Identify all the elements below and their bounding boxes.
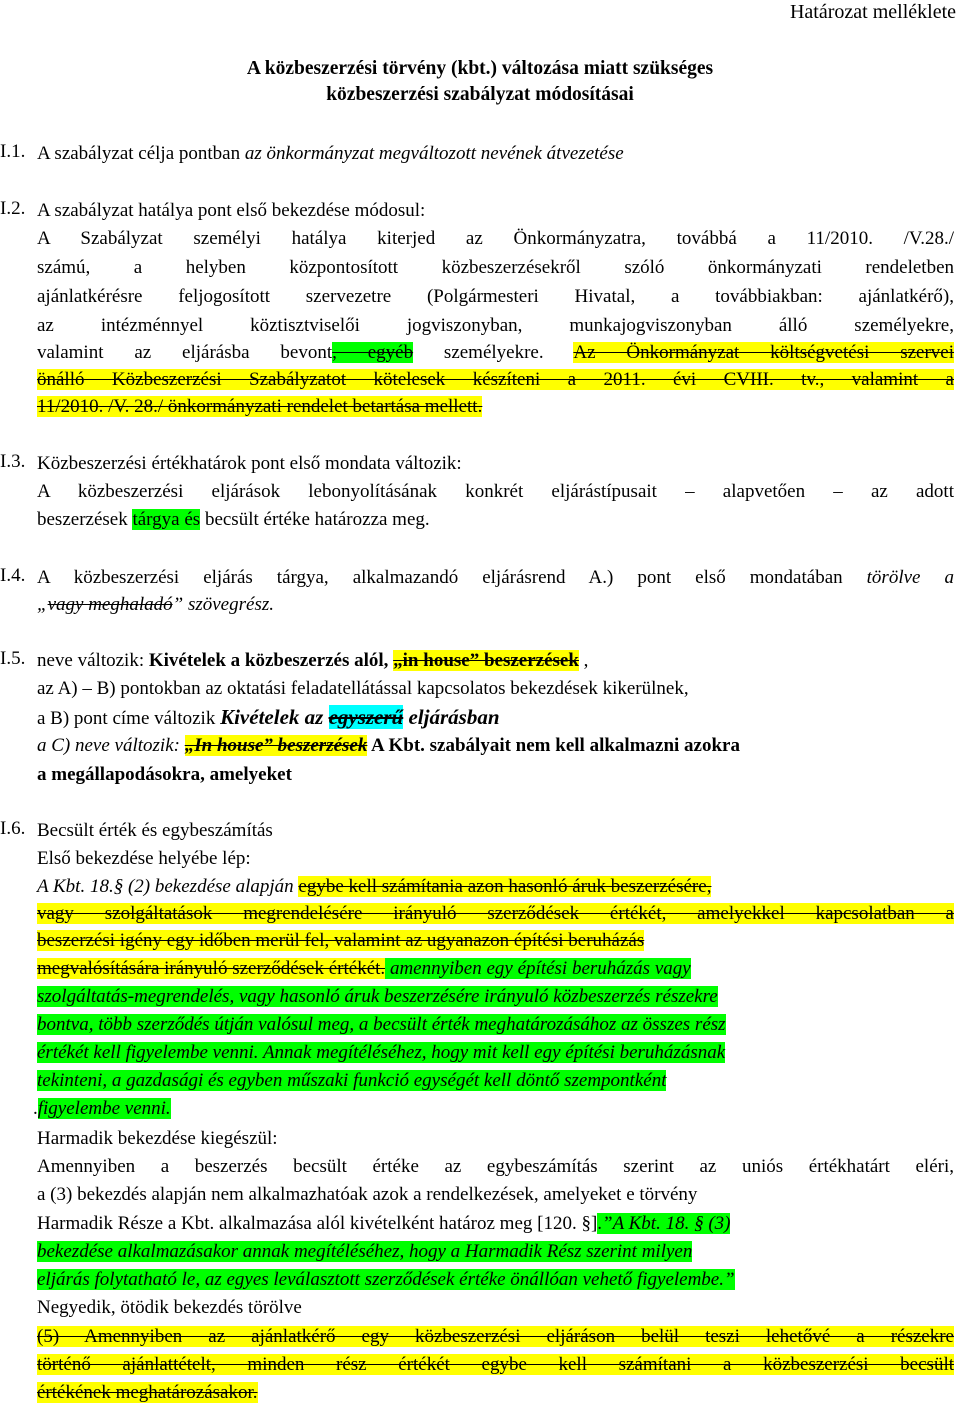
section-1-2-heading: A szabályzat hatálya pont első bekezdése módosul: [37,200,426,221]
text-run: Harmadik Része a Kbt. alkalmazása alól kivételként határoz meg [120. [37,1213,582,1234]
section-1-2-line: A Szabályzat személyi hatálya kiterjed az Önkormányzatra, továbbá a 11/2010. /V.28./ [37,228,954,249]
section-number-1-5: I.5. [0,648,26,669]
deleted-highlight: egybe kell számítania azon hasonló áruk beszerzésére, [298,876,712,897]
text-run: becsült értéke határozza meg. [200,509,430,530]
deleted-text: vagy meghaladó [47,594,173,615]
deleted-highlight: beszerzési igény egy időben merül fel, valamint az ugyanazon építési beruházás [37,930,645,951]
deleted-highlight: egyszerű [328,705,404,729]
section-1-6-line: Amennyiben a beszerzés becsült értéke az egybeszámítás szerint az uniós értékhatárt eléri, [37,1156,954,1177]
inserted-highlight: ”A Kbt. 18. [602,1213,695,1234]
section-1-6-line [37,956,691,982]
inserted-highlight: bontva, több szerződés útján valósul meg, a becsült érték meghatározásához az összes rész [37,1014,726,1035]
section-1-3-line [37,507,430,533]
section-1-2-line [37,394,482,420]
text-run: , [578,650,589,671]
inserted-highlight: eljárás folytatható le, az egyes leválasztott szerződések értéke önállóan vehető figyelembe.” [37,1269,735,1290]
text-run: A közbeszerzési eljárás tárgya, alkalmazandó eljárásrend A.) pont első mondatában [37,567,867,588]
deleted-highlight: vagy szolgáltatások megrendelésére irányuló szerződések értékét, amelyekkel kapcsolatban a [37,903,954,924]
italic-text: (2) bekezdése alapján [123,876,299,897]
bold-text: A Kbt. szabályait nem kell alkalmazni azokra [367,735,740,756]
document-title [0,56,960,108]
deleted-highlight: (5) Amennyiben az ajánlatkérő egy közbeszerzési eljáráson belül teszi lehetővé a részekre [37,1326,954,1347]
italic-text: törölve a [866,567,954,588]
text-run: a B) pont címe változik [37,708,221,729]
section-1-6-line [37,928,644,954]
section-1-6-line [37,1211,730,1237]
text-run: valamint az eljárásba bevont [37,342,333,363]
deleted-highlight: történő ajánlattételt, minden rész értékét egybe kell számítani a közbeszerzési becsült [37,1354,954,1375]
section-1-6-line [37,984,718,1010]
deleted-highlight: „in house” beszerzések [393,650,579,671]
section-1-3-line: A közbeszerzési eljárások lebonyolításának konkrét eljárástípusait – alapvetően – az adott [37,481,954,502]
text-run: ” szövegrész. [172,594,274,615]
section-1-6-line [37,1267,735,1293]
inserted-highlight: szolgáltatás-megrendelés, vagy hasonló áruk beszerzésére irányuló közbeszerzés részekre [37,986,718,1007]
section-1-5-line: az A) – B) pontokban az oktatási feladatellátással kapcsolatos bekezdések kikerülnek, [37,678,689,699]
section-1-2-line: az intézménnyel köztisztviselői jogviszonyban, munkajogviszonyban álló személyekre, [37,315,954,336]
text-run: személyekre. [413,342,574,363]
section-sign: § [113,876,124,897]
section-1-2-line: ajánlatkérésre feljogosított szervezetre (Polgármesteri Hivatal, a továbbiakban: ajánlatkérő), [37,286,954,307]
section-sign: § [581,1213,591,1234]
section-1-6-heading: Becsült érték és egybeszámítás [37,820,273,841]
inserted-highlight: Annak megítéléséhez, hogy mit kell egy építési beruházásnak [258,1042,726,1063]
deleted-highlight: Az Önkormányzat költségvetési szervei [573,342,955,363]
inserted-highlight: értékét kell figyelembe venni. [37,1042,259,1063]
section-1-6-line [37,1040,725,1066]
section-1-5-line [37,648,588,674]
section-1-1-text [37,141,624,167]
section-number-1-6: I.6. [0,818,26,839]
italic-text: a C) neve változik: [37,735,185,756]
bold-text: Kivételek a közbeszerzés alól, [148,650,394,671]
section-1-4-line [37,565,954,591]
section-1-6-line [37,1324,954,1350]
section-1-1-italic: az önkormányzat megváltozott nevének átvezetése [244,143,624,164]
section-1-5-line [37,733,740,759]
deleted-highlight: „In house” beszerzések [184,735,368,756]
section-number-1-2: I.2. [0,198,26,219]
inserted-highlight: (3) [703,1213,731,1234]
text-run: „ [37,594,48,615]
title-line-1: A közbeszerzési törvény (kbt.) változása miatt szükséges [246,58,714,79]
title-line-2: közbeszerzési szabályzat módosításai [326,84,634,105]
deleted-highlight: 11/2010. /V. 28./ önkormányzati rendelet betartása mellett. [37,396,483,417]
text-run: . [33,1098,38,1119]
italic-text: A Kbt. 18. [37,876,114,897]
section-1-3-heading: Közbeszerzési értékhatárok pont első mondata változik: [37,453,462,474]
section-1-6-line [37,1239,692,1265]
section-1-6-line [37,1352,954,1378]
section-sign: § [694,1213,704,1234]
section-1-6-line: a (3) bekezdés alapján nem alkalmazhatóak azok a rendelkezések, amelyeket e törvény [37,1184,698,1205]
section-1-2-line [37,367,954,393]
inserted-highlight: figyelembe venni. [37,1098,171,1119]
deleted-highlight: önálló Közbeszerzési Szabályzatot kötelesek készíteni a 2011. évi CVIII. tv., valamint a [37,369,954,390]
section-number-1-1: I.1. [0,141,26,162]
inserted-highlight: . [597,1213,603,1234]
deleted-text: , egyéb [332,342,414,363]
section-1-1-label: A szabályzat célja pontban [37,143,245,164]
section-1-2-line: számú, a helyben központosított közbeszerzésekről szóló önkormányzati rendeletben [37,257,954,278]
section-1-6-line [37,874,711,900]
section-number-1-3: I.3. [0,451,26,472]
section-number-1-4: I.4. [0,565,26,586]
deleted-highlight: megvalósítására irányuló szerződések értékét. [37,958,386,979]
bold-italic-text: Kivételek az [220,705,329,729]
text-run: ] [590,1213,598,1234]
section-1-5-line: a megállapodásokra, amelyeket [37,764,292,785]
inserted-highlight: tárgya és [132,509,201,530]
inserted-highlight: amennyiben egy építési beruházás vagy [385,958,691,979]
section-1-6-line [37,1012,726,1038]
annex-label: Határozat melléklete [789,1,956,23]
section-1-5-line [37,704,500,732]
section-1-6-subheading: Negyedik, ötödik bekezdés törölve [37,1297,302,1318]
inserted-highlight: bekezdése alkalmazásakor annak megítéléséhez, hogy a Harmadik Rész szerint milyen [37,1241,693,1262]
section-1-4-line [37,592,274,618]
section-1-6-line [37,1380,258,1406]
section-1-6-subheading: Első bekezdése helyébe lép: [37,848,251,869]
bold-italic-text: eljárásban [403,705,500,729]
section-1-2-line [37,340,954,366]
text-run: neve változik: [37,650,149,671]
deleted-highlight: értékének meghatározásakor. [37,1382,258,1403]
section-1-6-line [37,1068,666,1094]
section-1-6-subheading: Harmadik bekezdése kiegészül: [37,1128,278,1149]
inserted-highlight: tekinteni, a gazdasági és egyben műszaki funkció egységét kell döntő szempontként [37,1070,667,1091]
section-1-6-line [37,901,954,927]
text-run: beszerzések [37,509,133,530]
section-1-6-line [33,1096,171,1122]
